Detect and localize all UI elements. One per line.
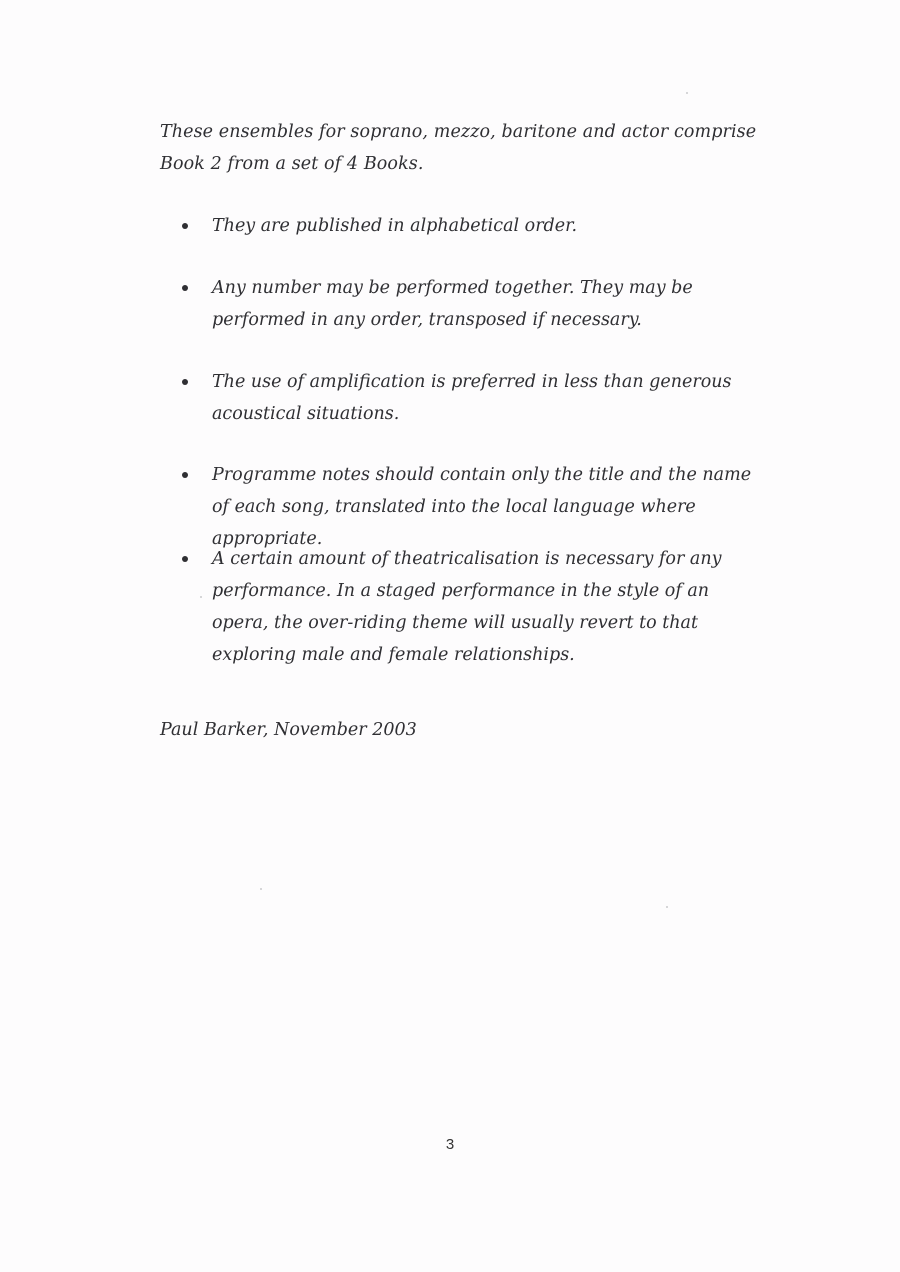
list-item-text: They are published in alphabetical order. (212, 216, 578, 236)
bullet-icon (182, 556, 188, 562)
list-item (212, 210, 760, 242)
list-item-text: Programme notes should contain only the title and the name of each song, translated into the local language where appropriate. (212, 465, 752, 549)
scan-speck (260, 888, 262, 890)
scan-speck (200, 596, 202, 598)
page-number: 3 (445, 1136, 455, 1153)
bullet-icon (182, 379, 188, 385)
list-item-text: A certain amount of theatricalisation is necessary for any performance. In a staged performance in the style of an opera, the over-riding theme will usually revert to that exploring male and female relationships. (212, 549, 722, 665)
bullet-icon (182, 472, 188, 478)
intro-paragraph: These ensembles for soprano, mezzo, baritone and actor comprise Book 2 from a set of 4 Books. (160, 122, 757, 174)
bullet-icon (182, 285, 188, 291)
list-item (212, 366, 760, 430)
scan-speck (686, 92, 688, 94)
list-item (212, 459, 760, 555)
list-item (212, 272, 760, 336)
scan-speck (666, 906, 668, 908)
list-item-text: The use of amplification is preferred in less than generous acoustical situations. (212, 372, 732, 424)
bullet-icon (182, 223, 188, 229)
list-item (212, 543, 760, 671)
list-item-text: Any number may be performed together. They may be performed in any order, transposed if necessary. (212, 278, 693, 330)
signature: Paul Barker, November 2003 (160, 720, 417, 740)
